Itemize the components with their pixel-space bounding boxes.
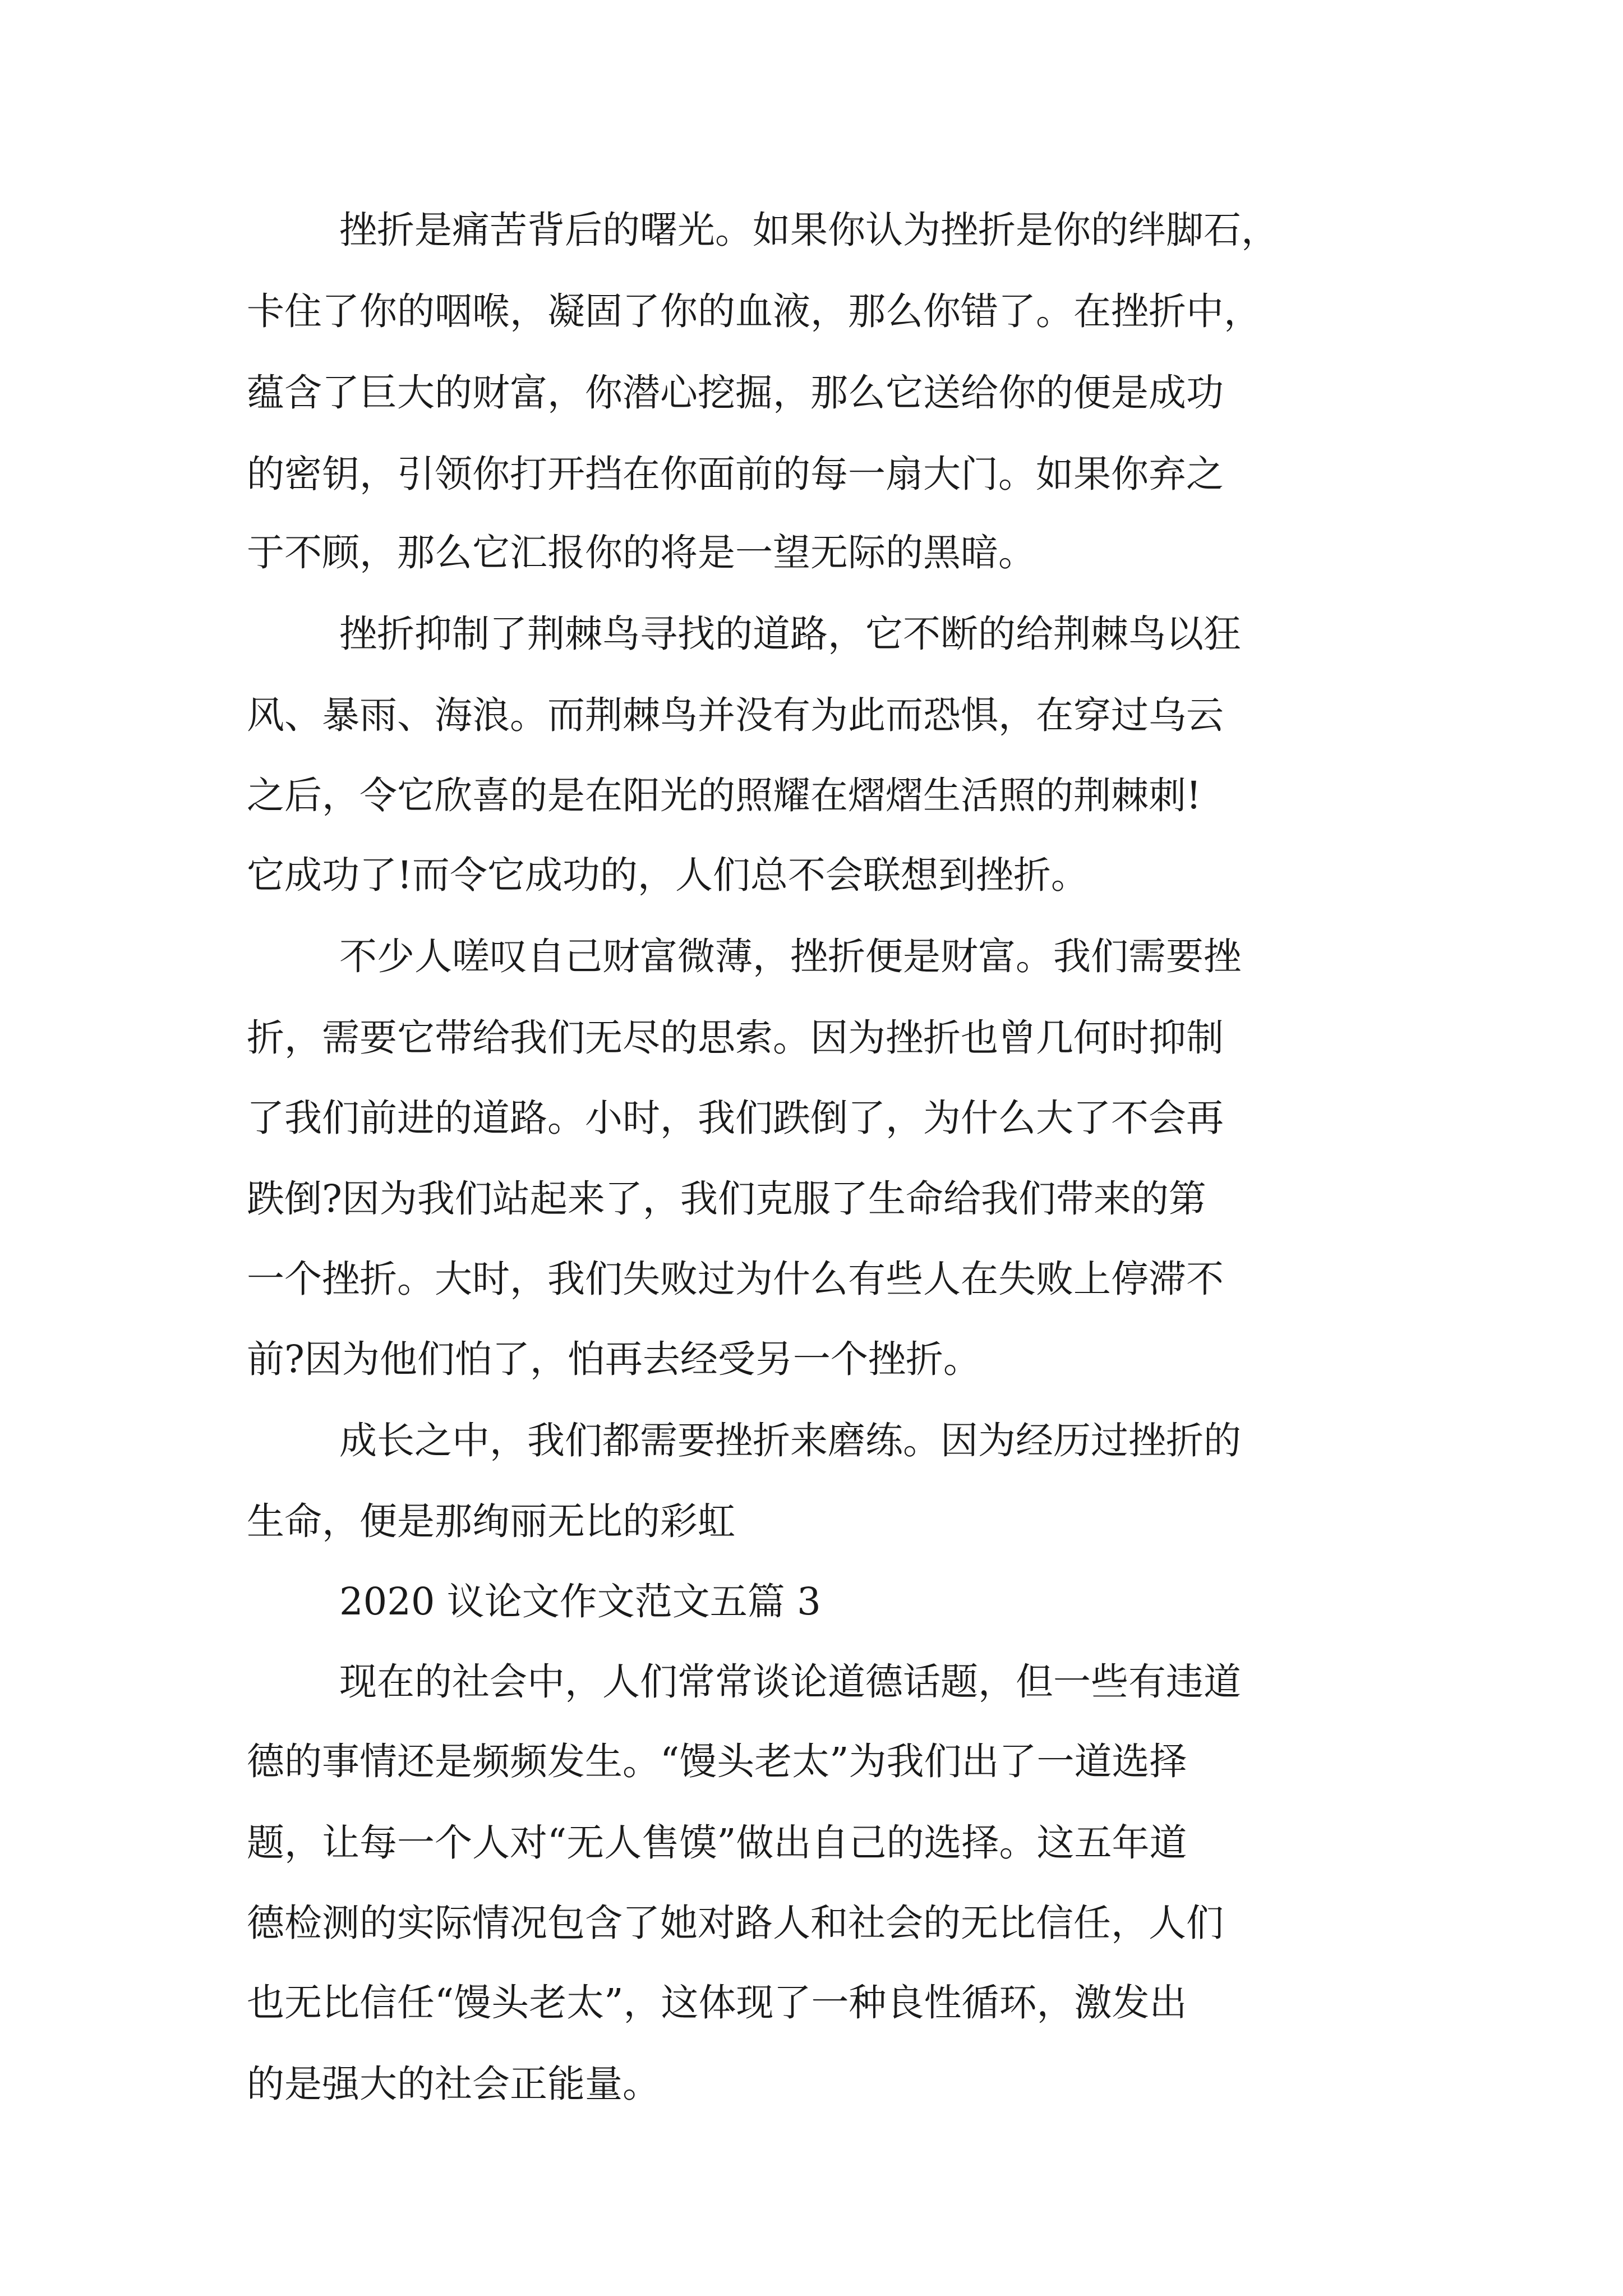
paragraph-3-line-3: 了我们前进的道路。小时，我们跌倒了，为什么大了不会再 [247,1096,1224,1140]
paragraph-2-line-2: 风、暴雨、海浪。而荆棘鸟并没有为此而恐惧，在穿过乌云 [247,693,1224,737]
paragraph-1-line-3: 蕴含了巨大的财富，你潜心挖掘，那么它送给你的便是成功 [247,371,1224,415]
paragraph-1-line-2: 卡住了你的咽喉，凝固了你的血液，那么你错了。在挫折中， [247,289,1261,333]
paragraph-1-line-4: 的密钥，引领你打开挡在你面前的每一扇大门。如果你弃之 [247,452,1224,496]
paragraph-5-line-2: 德的事情还是频频发生。“馒头老太”为我们出了一道选择 [247,1740,1187,1783]
paragraph-3-line-5: 一个挫折。大时，我们失败过为什么有些人在失败上停滞不 [247,1257,1224,1301]
paragraph-5-line-3: 题，让每一个人对“无人售馍”做出自己的选择。这五年道 [247,1821,1187,1865]
paragraph-2-line-3: 之后，令它欣喜的是在阳光的照耀在熠熠生活照的荆棘刺! [247,774,1201,817]
paragraph-4-line-2: 生命，便是那绚丽无比的彩虹 [247,1499,735,1543]
paragraph-3-line-1: 不少人嗟叹自己财富微薄，挫折便是财富。我们需要挫 [339,935,1241,978]
paragraph-5-line-1: 现在的社会中，人们常常谈论道德话题，但一些有违道 [339,1660,1241,1704]
paragraph-5-line-6: 的是强大的社会正能量。 [247,2062,660,2106]
paragraph-1-line-1: 挫折是痛苦背后的曙光。如果你认为挫折是你的绊脚石， [339,208,1279,252]
paragraph-3-line-2: 折，需要它带给我们无尽的思索。因为挫折也曾几何时抑制 [247,1016,1224,1060]
paragraph-2-line-4: 它成功了!而令它成功的，人们总不会联想到挫折。 [247,853,1089,897]
paragraph-2-line-1: 挫折抑制了荆棘鸟寻找的道路，它不断的给荆棘鸟以狂 [339,612,1241,656]
paragraph-3-line-4: 跌倒?因为我们站起来了，我们克服了生命给我们带来的第 [247,1177,1206,1221]
paragraph-1-line-5: 于不顾，那么它汇报你的将是一望无际的黑暗。 [247,531,1036,574]
paragraph-4-line-1: 成长之中，我们都需要挫折来磨练。因为经历过挫折的 [339,1419,1241,1462]
paragraph-5-line-4: 德检测的实际情况包含了她对路人和社会的无比信任，人们 [247,1901,1224,1945]
paragraph-3-line-6: 前?因为他们怕了，怕再去经受另一个挫折。 [247,1337,981,1381]
paragraph-5-line-5: 也无比信任“馒头老太”，这体现了一种良性循环，激发出 [247,1981,1187,2024]
section-heading: 2020 议论文作文范文五篇 3 [339,1580,821,1623]
